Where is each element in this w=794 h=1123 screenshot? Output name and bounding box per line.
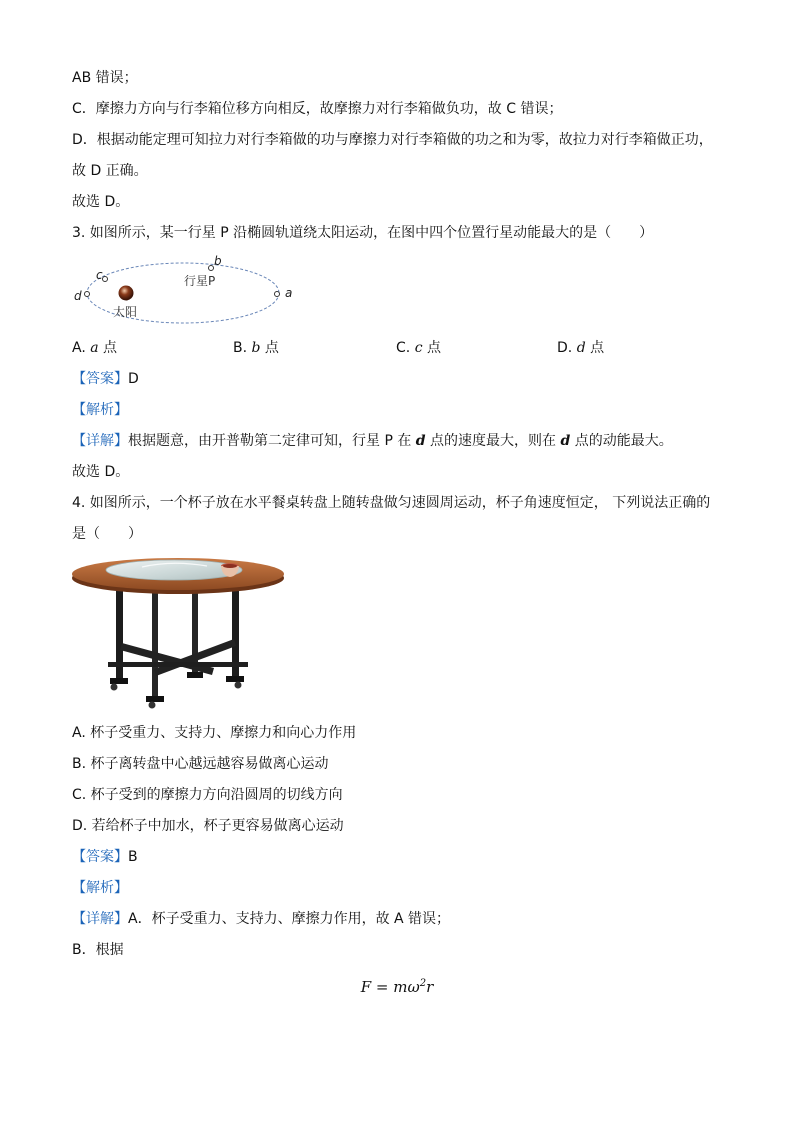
text-line: 故选 D。 [72, 194, 130, 210]
question-3-stem: 3. 如图所示，某一行星 P 沿椭圆轨道绕太阳运动，在图中四个位置行星动能最大的是（ ） [72, 225, 654, 241]
point-c-label: c [96, 268, 103, 282]
option-d: D. 若给杯子中加水，杯子更容易做离心运动 [72, 818, 344, 834]
detail-key: 【详解】 [72, 433, 128, 449]
option-b: B. b 点 [233, 340, 279, 356]
text-line: D．根据动能定理可知拉力对行李箱做的功与摩擦力对行李箱做的功之和为零，故拉力对行李箱做正功， [72, 132, 713, 148]
sun-label: 太阳 [113, 305, 138, 319]
formula: $F = m\omega^2r$ [360, 978, 434, 996]
orbit-figure [70, 252, 320, 327]
option-a: A. 杯子受重力、支持力、摩擦力和向心力作用 [72, 725, 357, 741]
analysis-key: 【解析】 [72, 402, 128, 418]
point-b-label: b [214, 254, 222, 268]
answer-line [72, 370, 139, 388]
planet-label: 行星P [184, 274, 216, 288]
question-4-stem-line1: 4. 如图所示，一个杯子放在水平餐桌转盘上随转盘做匀速圆周运动，杯子角速度恒定， 下列说法正确的 [72, 495, 711, 511]
turntable-photo [72, 550, 288, 710]
point-b-dot [209, 266, 214, 271]
text-line: 故 D 正确。 [72, 163, 148, 179]
text-line: C．摩擦力方向与行李箱位移方向相反，故摩擦力对行李箱做负功，故 C 错误； [72, 101, 563, 117]
answer-line [72, 848, 138, 866]
detail-line: 【详解】根据题意，由开普勒第二定律可知，行星 P 在 d 点的速度最大，则在 d 点的动能最大。 [72, 433, 673, 449]
point-d-dot [85, 292, 90, 297]
sun-icon [119, 286, 134, 301]
point-a-dot [275, 292, 280, 297]
detail-key: 【详解】 [72, 911, 128, 927]
point-a-label: a [285, 286, 293, 300]
answer-key: 【答案】 [72, 849, 128, 865]
answer-key: 【答案】 [72, 371, 128, 387]
point-d-label: d [74, 289, 82, 303]
detail-line-b: B．根据 [72, 942, 124, 958]
point-c-dot [103, 277, 108, 282]
answer-value: B [128, 849, 138, 865]
question-4-stem-line2: 是（ ） [72, 526, 142, 542]
option-a: A. a 点 [72, 340, 118, 356]
conclusion-line: 故选 D。 [72, 464, 130, 480]
text-line: AB 错误； [72, 70, 138, 86]
detail-line: 【详解】A．杯子受重力、支持力、摩擦力作用，故 A 错误； [72, 911, 451, 927]
option-c: C. 杯子受到的摩擦力方向沿圆周的切线方向 [72, 787, 343, 803]
option-d: D. d 点 [557, 340, 605, 356]
option-b: B. 杯子离转盘中心越远越容易做离心运动 [72, 756, 329, 772]
answer-value: D [128, 371, 139, 387]
analysis-key: 【解析】 [72, 880, 128, 896]
option-c: C. c 点 [396, 340, 441, 356]
